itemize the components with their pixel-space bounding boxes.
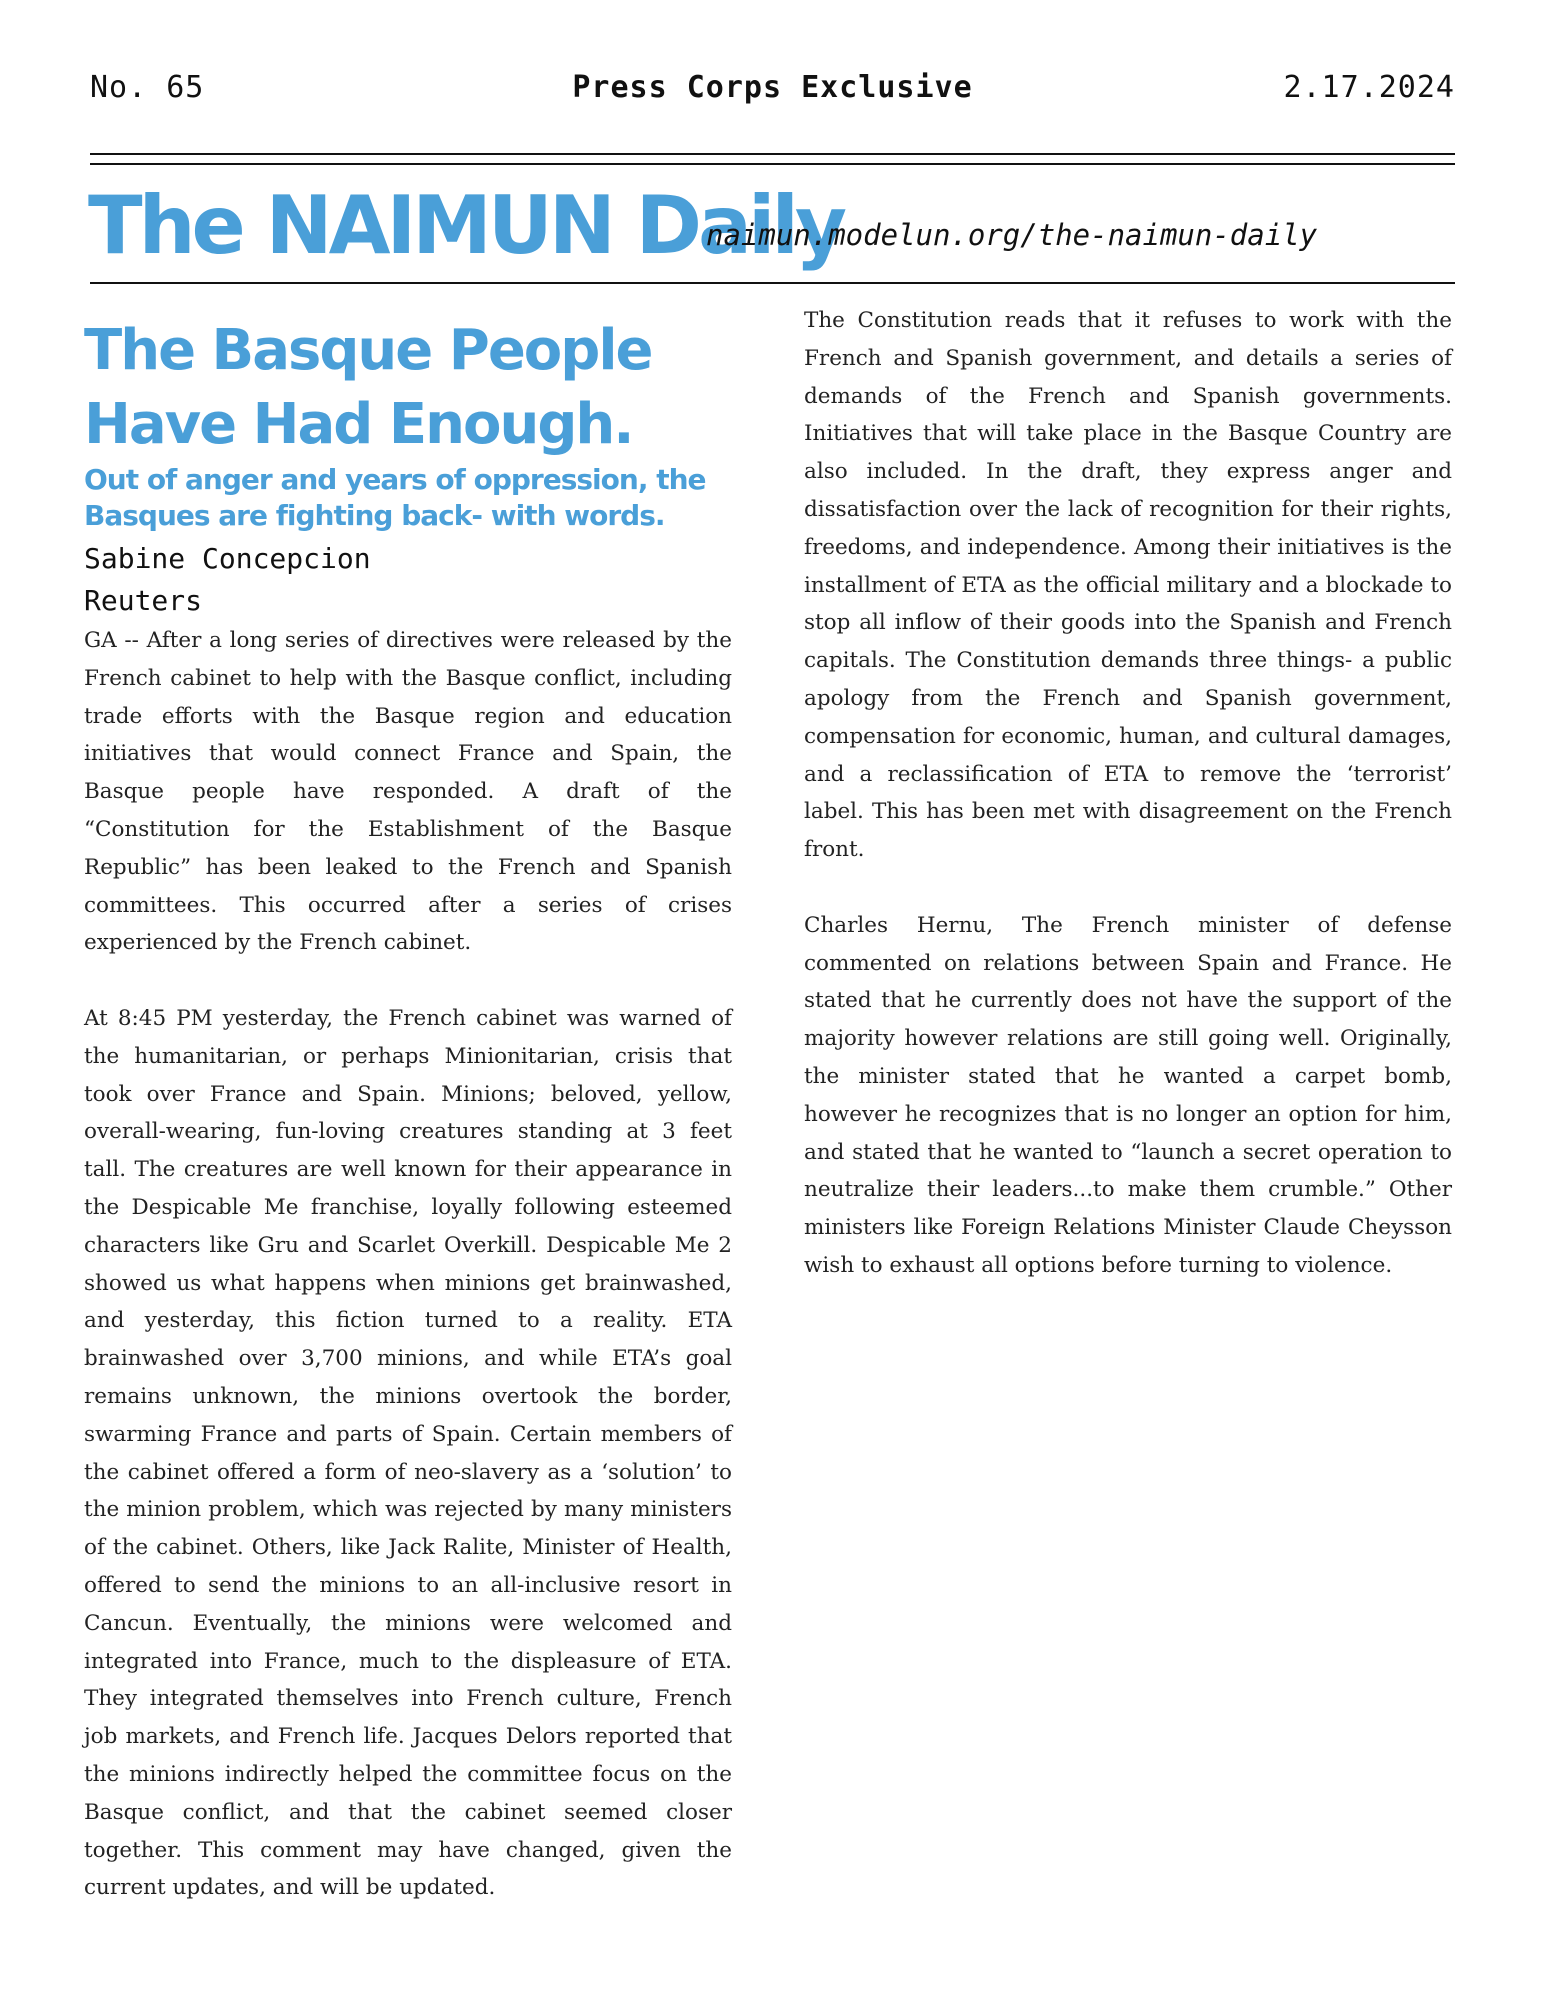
top-bar — [90, 70, 1455, 114]
issue-number: No. 65 — [90, 70, 205, 105]
masthead-url: naimun.modelun.org/the-naimun-daily — [706, 218, 1318, 252]
masthead-divider — [90, 282, 1455, 284]
section-label: Press Corps Exclusive — [572, 70, 973, 105]
article-paragraph: Charles Hernu, The French minister of defense commented on relations between Spain and France. He stated that he currently does not have the support of the majority however relations are still going well. Originally, the minister stated that he wanted a carpet bomb, however he recognizes that is no longer an option for him, and stated that he wanted to “launch a secret operation to neutralize their leaders...to make them crumble.” Other ministers like Foreign Relations Minister Claude Cheysson wish to exhaust all options before turning to violence. — [804, 912, 1452, 1278]
top-divider-double — [90, 163, 1455, 165]
article-paragraph: GA -- After a long series of directives were released by the French cabinet to help with the Basque conflict, including trade efforts with the Basque region and education initiatives that would connect France and Spain, the Basque people have responded. A draft of the “Constitution for the Establishment of the Basque Republic” has been leaked to the French and Spanish committees. This occurred after a series of crises experienced by the French cabinet. — [84, 628, 732, 956]
masthead-title: The NAIMUN Daily — [88, 179, 844, 272]
article-headline: The Basque People Have Had Enough. — [84, 318, 652, 457]
article-paragraph: The Constitution reads that it refuses to work with the French and Spanish government, and details a series of demands of the French and Spanish governments. Initiatives that will take place in the Basque Country are also included. In the draft, they express anger and dissatisfaction over the lack of recognition for their rights, freedoms, and independence. Among their initiatives is the installment of ETA as the official military and a blockade to stop all inflow of their goods into the Spanish and French capitals. The Constitution demands three things- a public apology from the French and Spanish government, compensation for economic, human, and cultural damages, and a reclassification of ETA to remove the ‘terrorist’ label. This has been met with disagreement on the French front. — [804, 308, 1452, 863]
issue-date: 2.17.2024 — [1283, 70, 1455, 105]
top-divider — [90, 153, 1455, 155]
author-name: Sabine Concepcion — [84, 542, 371, 575]
article-subheadline: Out of anger and years of oppression, the Basques are fighting back- with words. — [84, 463, 706, 532]
news-outlet: Reuters — [84, 584, 203, 617]
right-column — [804, 302, 1452, 1285]
article-paragraph: At 8:45 PM yesterday, the French cabinet was warned of the humanitarian, or perhaps Minionitarian, crisis that took over France and Spain. Minions; beloved, yellow, overall-wearing, fun-loving creatures standing at 3 feet tall. The creatures are well known for their appearance in the Despicable Me franchise, loyally following esteemed characters like Gru and Scarlet Overkill. Despicable Me 2 showed us what happens when minions get brainwashed, and yesterday, this fiction turned to a reality. ETA brainwashed over 3,700 minions, and while ETA’s goal remains unknown, the minions overtook the border, swarming France and parts of Spain. Certain members of the cabinet offered a form of neo-slavery as a ‘solution’ to the minion problem, which was rejected by many ministers of the cabinet. Others, like Jack Ralite, Minister of Health, offered to send the minions to an all-inclusive resort in Cancun. Eventually, the minions were welcomed and integrated into France, much to the displeasure of ETA. They integrated themselves into French culture, French job markets, and French life. Jacques Delors reported that the minions indirectly helped the committee focus on the Basque conflict, and that the cabinet seemed closer together. This comment may have changed, given the current updates, and will be updated. — [84, 1005, 732, 1901]
left-column — [84, 300, 732, 1907]
